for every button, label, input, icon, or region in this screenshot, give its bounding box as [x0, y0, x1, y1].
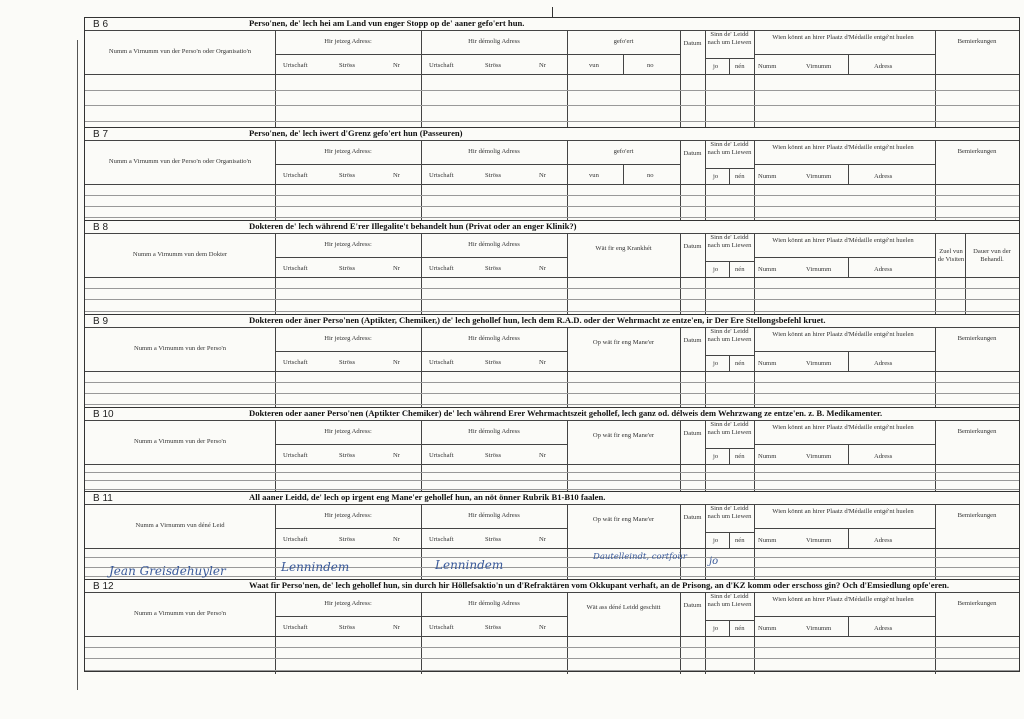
remarks-header: Bemierkungen [957, 512, 997, 519]
column-line-c6 [754, 233, 755, 315]
number-label: Nr [539, 536, 546, 543]
medal-split-1 [848, 54, 849, 74]
entry-row-rule [85, 105, 1019, 106]
medal-address-label: Adress [874, 453, 893, 460]
binding-margin-line [77, 40, 78, 690]
medal-name-label: Numm [758, 63, 777, 70]
section-id: B 6 [93, 19, 109, 30]
third-column-header: Op wät fir eng Mane'er [592, 339, 655, 346]
no-label: nén [735, 173, 745, 180]
medal-header: Wien könnt an hirer Plaatz d'Médaille entgé'nt huelen [772, 596, 914, 603]
header-bottom-rule [85, 184, 1019, 185]
column-line-c6 [754, 504, 755, 580]
column-line-c5 [705, 140, 706, 221]
medal-firstname-label: Virnumm [806, 360, 832, 367]
number-label: Nr [393, 62, 400, 69]
medal-sub-rule [754, 257, 935, 258]
section-id: B 11 [93, 493, 113, 504]
place-label: Urtschaft [283, 536, 308, 543]
alive-split [729, 168, 730, 184]
handwritten-name: Jean Greisdehuyler [109, 564, 226, 578]
medal-firstname-label: Virnumm [806, 173, 832, 180]
street-label: Ströss [485, 62, 502, 69]
medal-header: Wien könnt an hirer Plaatz d'Médaille entgé'nt huelen [772, 424, 914, 431]
column-line-c6 [754, 327, 755, 408]
from-label: vun [589, 172, 599, 179]
medal-firstname-label: Virnumm [806, 63, 832, 70]
medal-split-1 [848, 616, 849, 636]
previous-address-header: Hir démolig Adress [468, 241, 520, 248]
third-column-header: gefo'ert [613, 148, 634, 155]
medal-name-label: Numm [758, 453, 777, 460]
alive-split [729, 620, 730, 636]
date-header: Datum [683, 150, 702, 157]
alive-header: Sinn de' Leidd nach um Liewen [707, 421, 752, 436]
section-b12 [85, 579, 1019, 674]
no-label: nén [735, 453, 745, 460]
entry-row-rule [85, 217, 1019, 218]
medal-sub-rule [754, 351, 935, 352]
yes-label: jo [713, 63, 719, 70]
street-label: Ströss [339, 536, 356, 543]
header-top-rule [85, 30, 1019, 31]
medal-sub-rule [754, 528, 935, 529]
medal-name-label: Numm [758, 173, 777, 180]
to-label: no [647, 172, 654, 179]
name-column-header: Numm a Virnumm vun der Perso'n oder Organisatio'n [108, 48, 252, 55]
name-column-header: Numm a Virnumm vun déné Leid [135, 522, 225, 529]
entry-row-rule [85, 311, 1019, 312]
visits-left [935, 233, 936, 315]
number-label: Nr [539, 62, 546, 69]
no-label: nén [735, 625, 745, 632]
column-line-c3 [567, 140, 568, 221]
medal-firstname-label: Virnumm [806, 266, 832, 273]
alive-header: Sinn de' Leidd nach um Liewen [707, 328, 752, 343]
header-top-rule [85, 592, 1019, 593]
entry-row-rule [85, 472, 1019, 473]
entry-row-rule [85, 288, 1019, 289]
section-b9 [85, 314, 1019, 408]
entry-row-rule [85, 557, 1019, 558]
medal-split-1 [848, 351, 849, 371]
top-center-mark [552, 7, 553, 17]
yes-label: jo [713, 266, 719, 273]
number-label: Nr [539, 359, 546, 366]
no-label: nén [735, 360, 745, 367]
section-id: B 10 [93, 409, 114, 420]
medal-name-label: Numm [758, 360, 777, 367]
date-header: Datum [683, 602, 702, 609]
street-label: Ströss [339, 359, 356, 366]
yes-label: jo [713, 360, 719, 367]
column-line-c6 [754, 592, 755, 674]
alive-split [729, 532, 730, 548]
header-bottom-rule [85, 74, 1019, 75]
place-label: Urtschaft [429, 624, 454, 631]
medal-header: Wien könnt an hirer Plaatz d'Médaille entgé'nt huelen [772, 237, 914, 244]
from-label: vun [589, 62, 599, 69]
section-id: B 12 [93, 581, 114, 592]
street-label: Ströss [339, 624, 356, 631]
handwritten-previous-place: Lennindem [435, 558, 504, 572]
header-top-rule [85, 504, 1019, 505]
column-line-c5 [705, 30, 706, 127]
street-label: Ströss [485, 265, 502, 272]
third-column-header: Wät ass déné Leidd geschitt [586, 604, 661, 611]
gefoert-split [623, 164, 624, 184]
date-header: Datum [683, 430, 702, 437]
medal-sub-rule [754, 444, 935, 445]
alive-header: Sinn de' Leidd nach um Liewen [707, 141, 752, 156]
current-address-header: Hir jetzeg Adress: [324, 148, 372, 155]
yes-label: jo [713, 453, 719, 460]
place-label: Urtschaft [283, 172, 308, 179]
medal-firstname-label: Virnumm [806, 537, 832, 544]
section-title: Waat fir Perso'nen, de' lech gehollef hun, sin durch hir Höllefsaktio'n un d'Refraktären vom Okkupant verhaft, an de Prisong, an d'KZ komm oder erschoss gin? Och d'Emsiedlung opfe'eren. [249, 580, 949, 590]
place-label: Urtschaft [283, 624, 308, 631]
section-b6 [85, 18, 1019, 127]
medal-address-label: Adress [874, 537, 893, 544]
street-label: Ströss [339, 452, 356, 459]
entry-row-rule [85, 195, 1019, 196]
medal-name-label: Numm [758, 625, 777, 632]
duration-header: Dauer vun der Behandl. [973, 248, 1011, 263]
gefoert-split [623, 54, 624, 74]
number-label: Nr [539, 452, 546, 459]
section-b8 [85, 220, 1019, 315]
alive-split [729, 58, 730, 74]
medal-split-1 [848, 257, 849, 277]
no-label: nén [735, 537, 745, 544]
section-title: All aaner Leidd, de' lech op irgent eng Mane'er gehollef hun, an nöt önner Rubrik B1-B10 faalen. [249, 492, 606, 502]
place-label: Urtschaft [429, 452, 454, 459]
medal-split-1 [848, 164, 849, 184]
column-line-c5 [705, 592, 706, 674]
section-title: Dokteren de' lech während E'rer Illegalite't behandelt hun (Privat oder an enger Klinik?) [249, 221, 577, 231]
remarks-header: Bemierkungen [957, 428, 997, 435]
header-bottom-rule [85, 548, 1019, 549]
header-bottom-rule [85, 277, 1019, 278]
entry-row-rule [85, 489, 1019, 490]
medal-name-label: Numm [758, 537, 777, 544]
header-top-rule [85, 327, 1019, 328]
header-bottom-rule [85, 371, 1019, 372]
column-line-c3 [567, 592, 568, 674]
name-column-header: Numm a Virnumm vun dem Dokter [132, 251, 228, 258]
header-top-rule [85, 233, 1019, 234]
street-label: Ströss [339, 172, 356, 179]
medal-sub-rule [754, 616, 935, 617]
column-line-c6 [754, 140, 755, 221]
column-line-c5 [705, 327, 706, 408]
number-label: Nr [393, 624, 400, 631]
column-line-c3 [567, 233, 568, 315]
entry-row-rule [85, 90, 1019, 91]
place-label: Urtschaft [283, 452, 308, 459]
medal-header: Wien könnt an hirer Plaatz d'Médaille entgé'nt huelen [772, 34, 914, 41]
number-label: Nr [393, 452, 400, 459]
column-line-c5 [705, 233, 706, 315]
number-label: Nr [539, 624, 546, 631]
column-line-c3 [567, 327, 568, 408]
alive-header: Sinn de' Leidd nach um Liewen [707, 31, 752, 46]
header-bottom-rule [85, 464, 1019, 465]
place-label: Urtschaft [283, 265, 308, 272]
date-header: Datum [683, 40, 702, 47]
column-line-c5 [705, 504, 706, 580]
entry-row-rule [85, 299, 1019, 300]
column-line-c3 [567, 504, 568, 580]
street-label: Ströss [485, 359, 502, 366]
name-column-header: Numm a Virnumm vun der Perso'n [133, 345, 227, 352]
third-column-header: Op wät fir eng Mane'er [592, 516, 655, 523]
current-address-header: Hir jetzeg Adress: [324, 38, 372, 45]
name-column-header: Numm a Virnumm vun der Perso'n [133, 438, 227, 445]
header-top-rule [85, 140, 1019, 141]
current-address-header: Hir jetzeg Adress: [324, 241, 372, 248]
medal-name-label: Numm [758, 266, 777, 273]
street-label: Ströss [485, 536, 502, 543]
medal-sub-rule [754, 54, 935, 55]
alive-split [729, 261, 730, 277]
current-address-header: Hir jetzeg Adress: [324, 512, 372, 519]
yes-label: jo [713, 173, 719, 180]
number-label: Nr [393, 172, 400, 179]
alive-header: Sinn de' Leidd nach um Liewen [707, 593, 752, 608]
place-label: Urtschaft [429, 62, 454, 69]
section-b10 [85, 407, 1019, 492]
entry-row-rule [85, 121, 1019, 122]
yes-label: jo [713, 537, 719, 544]
date-header: Datum [683, 337, 702, 344]
header-top-rule [85, 420, 1019, 421]
entry-row-rule [85, 670, 1019, 671]
number-label: Nr [393, 359, 400, 366]
section-title: Perso'nen, de' lech iwert d'Grenz gefo'ert hun (Passeuren) [249, 128, 463, 138]
street-label: Ströss [485, 452, 502, 459]
previous-address-header: Hir démolig Adress [468, 335, 520, 342]
third-column-header: Op wät fir eng Mane'er [592, 432, 655, 439]
street-label: Ströss [339, 265, 356, 272]
section-title: Dokteren oder äner Perso'nen (Aptikter, Chemiker,) de' lech gehollef hun, lech dem R.A.D. oder der Wehrmacht ze entze'en, ir Der Ere Stellongsbefehl kruet. [249, 315, 826, 325]
entry-row-rule [85, 393, 1019, 394]
number-label: Nr [539, 172, 546, 179]
section-title: Perso'nen, de' lech hei am Land vun enger Stopp op de' aaner gefo'ert hun. [249, 18, 525, 28]
current-address-header: Hir jetzeg Adress: [324, 335, 372, 342]
medal-firstname-label: Virnumm [806, 625, 832, 632]
third-column-header: gefo'ert [613, 38, 634, 45]
previous-address-header: Hir démolig Adress [468, 428, 520, 435]
place-label: Urtschaft [283, 62, 308, 69]
name-column-header: Numm a Virnumm vun der Perso'n oder Organisatio'n [108, 158, 252, 165]
entry-row-rule [85, 647, 1019, 648]
medal-firstname-label: Virnumm [806, 453, 832, 460]
alive-header: Sinn de' Leidd nach um Liewen [707, 505, 752, 520]
handwritten-current-place: Lennindem [281, 560, 350, 574]
previous-address-header: Hir démolig Adress [468, 512, 520, 519]
no-label: nén [735, 266, 745, 273]
place-label: Urtschaft [283, 359, 308, 366]
remarks-header: Bemierkungen [957, 148, 997, 155]
third-column-header: Wät fir eng Krankhét [595, 245, 652, 252]
street-label: Ströss [485, 624, 502, 631]
form-frame [84, 17, 1020, 672]
medal-address-label: Adress [874, 360, 893, 367]
column-line-c3 [567, 30, 568, 127]
section-b7 [85, 127, 1019, 221]
no-label: nén [735, 63, 745, 70]
date-header: Datum [683, 243, 702, 250]
to-label: no [647, 62, 654, 69]
entry-row-rule [85, 382, 1019, 383]
alive-split [729, 448, 730, 464]
entry-row-rule [85, 404, 1019, 405]
name-column-header: Numm a Virnumm vun der Perso'n [133, 610, 227, 617]
date-header: Datum [683, 514, 702, 521]
visits-header: Zuel vun de Visiten [937, 248, 965, 263]
header-bottom-rule [85, 636, 1019, 637]
place-label: Urtschaft [429, 359, 454, 366]
section-title: Dokteren oder aaner Perso'nen (Aptikter Chemiker) de' lech während Erer Wehrmachtszeit gehollef, lech ganz od. délweis dem Wehrzwang ze entze'en. z. B. Medikamenter. [249, 408, 883, 418]
number-label: Nr [393, 265, 400, 272]
column-line-c6 [754, 30, 755, 127]
entry-row-rule [85, 206, 1019, 207]
alive-header: Sinn de' Leidd nach um Liewen [707, 234, 752, 249]
alive-split [729, 355, 730, 371]
street-label: Ströss [339, 62, 356, 69]
place-label: Urtschaft [429, 172, 454, 179]
current-address-header: Hir jetzeg Adress: [324, 428, 372, 435]
previous-address-header: Hir démolig Adress [468, 38, 520, 45]
visits-divider [965, 233, 966, 315]
handwritten-manner: Dautelleindt, cortfoùr [593, 552, 687, 562]
section-id: B 8 [93, 222, 109, 233]
street-label: Ströss [485, 172, 502, 179]
medal-header: Wien könnt an hirer Plaatz d'Médaille entgé'nt huelen [772, 331, 914, 338]
place-label: Urtschaft [429, 536, 454, 543]
medal-sub-rule [754, 164, 935, 165]
place-label: Urtschaft [429, 265, 454, 272]
section-b11 [85, 491, 1019, 580]
number-label: Nr [393, 536, 400, 543]
previous-address-header: Hir démolig Adress [468, 600, 520, 607]
medal-address-label: Adress [874, 625, 893, 632]
remarks-header: Bemierkungen [957, 600, 997, 607]
medal-address-label: Adress [874, 266, 893, 273]
medal-address-label: Adress [874, 173, 893, 180]
section-id: B 9 [93, 316, 109, 327]
medal-header: Wien könnt an hirer Plaatz d'Médaille entgé'nt huelen [772, 508, 914, 515]
medal-header: Wien könnt an hirer Plaatz d'Médaille entgé'nt huelen [772, 144, 914, 151]
entry-row-rule [85, 658, 1019, 659]
medal-split-1 [848, 444, 849, 464]
section-id: B 7 [93, 129, 109, 140]
handwritten-alive: jo [709, 556, 719, 567]
current-address-header: Hir jetzeg Adress: [324, 600, 372, 607]
remarks-header: Bemierkungen [957, 335, 997, 342]
remarks-header: Bemierkungen [957, 38, 997, 45]
entry-row-rule [85, 480, 1019, 481]
yes-label: jo [713, 625, 719, 632]
medal-address-label: Adress [874, 63, 893, 70]
number-label: Nr [539, 265, 546, 272]
medal-split-1 [848, 528, 849, 548]
previous-address-header: Hir démolig Adress [468, 148, 520, 155]
